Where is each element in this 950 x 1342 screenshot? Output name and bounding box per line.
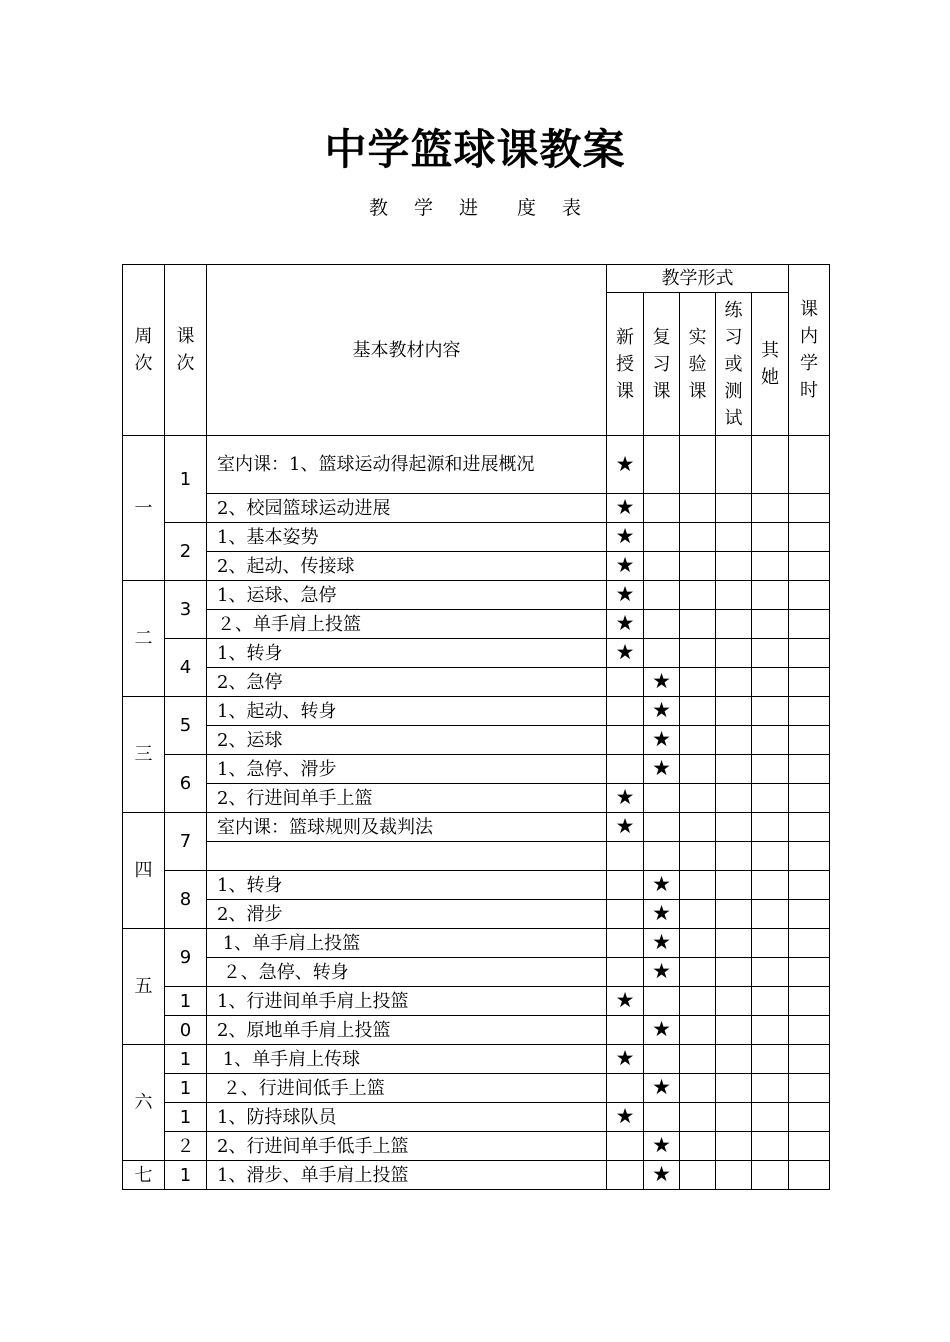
form-other-header: 其 她 bbox=[752, 293, 789, 436]
lesson-cell: 3 bbox=[165, 581, 207, 639]
week-cell: 二 bbox=[123, 581, 165, 697]
form-mark-cell bbox=[716, 900, 752, 929]
star-icon: ★ bbox=[652, 959, 671, 983]
hours-cell bbox=[789, 1016, 830, 1045]
week-cell: 七 bbox=[123, 1161, 165, 1190]
hours-cell bbox=[789, 755, 830, 784]
star-icon: ★ bbox=[652, 1075, 671, 1099]
teaching-form-header: 教学形式 bbox=[607, 265, 789, 293]
form-mark-cell bbox=[752, 842, 789, 871]
content-cell: 2、起动、传接球 bbox=[207, 552, 607, 581]
table-row bbox=[123, 987, 830, 1016]
lesson-cell: 4 bbox=[165, 639, 207, 697]
lesson-cell: 1 bbox=[165, 987, 207, 1016]
form-mark-cell bbox=[680, 436, 716, 494]
content-cell: 室内课：1、篮球运动得起源和进展概况 bbox=[207, 436, 607, 494]
form-mark-cell bbox=[607, 436, 644, 494]
form-mark-cell bbox=[680, 494, 716, 523]
content-cell: 1、单手肩上传球 bbox=[207, 1045, 607, 1074]
hours-cell bbox=[789, 668, 830, 697]
star-icon: ★ bbox=[615, 524, 635, 548]
form-mark-cell bbox=[607, 523, 644, 552]
form-mark-cell bbox=[607, 784, 644, 813]
table-row bbox=[123, 871, 830, 900]
table-row bbox=[123, 494, 830, 523]
form-mark-cell bbox=[716, 1161, 752, 1190]
table-row bbox=[123, 1132, 830, 1161]
content-cell: 1、转身 bbox=[207, 871, 607, 900]
hours-cell bbox=[789, 958, 830, 987]
lesson-cell: 6 bbox=[165, 755, 207, 813]
form-mark-cell bbox=[680, 1045, 716, 1074]
form-mark-cell bbox=[680, 1132, 716, 1161]
week-cell: 三 bbox=[123, 697, 165, 813]
form-mark-cell bbox=[680, 871, 716, 900]
hours-cell bbox=[789, 929, 830, 958]
form-mark-cell bbox=[607, 755, 644, 784]
form-mark-cell bbox=[716, 726, 752, 755]
form-mark-cell bbox=[644, 987, 680, 1016]
form-mark-cell bbox=[752, 871, 789, 900]
form-mark-cell bbox=[607, 552, 644, 581]
teaching-progress-table bbox=[122, 264, 830, 1190]
form-mark-cell bbox=[680, 581, 716, 610]
lesson-cell: 1 bbox=[165, 436, 207, 523]
form-mark-cell bbox=[752, 1161, 789, 1190]
lesson-cell: 5 bbox=[165, 697, 207, 755]
content-cell: 2、行进间单手低手上篮 bbox=[207, 1132, 607, 1161]
form-mark-cell bbox=[752, 1132, 789, 1161]
form-new-lesson-header: 新 授 课 bbox=[607, 293, 644, 436]
form-mark-cell bbox=[607, 987, 644, 1016]
hours-cell bbox=[789, 1103, 830, 1132]
table-row bbox=[123, 1103, 830, 1132]
form-review-lesson-header: 复 习 课 bbox=[644, 293, 680, 436]
form-mark-cell bbox=[716, 494, 752, 523]
subtitle-char: 度 bbox=[517, 197, 537, 219]
form-mark-cell bbox=[716, 813, 752, 842]
form-mark-cell bbox=[680, 726, 716, 755]
star-icon: ★ bbox=[615, 1046, 635, 1070]
star-icon: ★ bbox=[615, 495, 635, 519]
week-cell: 五 bbox=[123, 929, 165, 1045]
table-row bbox=[123, 1074, 830, 1103]
lesson-cell: 9 bbox=[165, 929, 207, 987]
table-row bbox=[123, 958, 830, 987]
star-icon: ★ bbox=[652, 727, 671, 751]
lesson-cell: 2 bbox=[165, 523, 207, 581]
hours-cell bbox=[789, 900, 830, 929]
hours-cell bbox=[789, 871, 830, 900]
week-cell: 一 bbox=[123, 436, 165, 581]
form-mark-cell bbox=[752, 581, 789, 610]
content-cell: 2、原地单手肩上投篮 bbox=[207, 1016, 607, 1045]
table-row bbox=[123, 610, 830, 639]
form-mark-cell bbox=[752, 958, 789, 987]
table-row bbox=[123, 552, 830, 581]
form-mark-cell bbox=[680, 784, 716, 813]
form-mark-cell bbox=[680, 755, 716, 784]
form-mark-cell bbox=[607, 581, 644, 610]
form-mark-cell bbox=[644, 1103, 680, 1132]
form-mark-cell bbox=[680, 552, 716, 581]
form-mark-cell bbox=[680, 1161, 716, 1190]
table-row bbox=[123, 726, 830, 755]
table-row bbox=[123, 1045, 830, 1074]
form-mark-cell bbox=[644, 581, 680, 610]
star-icon: ★ bbox=[652, 669, 671, 693]
form-mark-cell bbox=[752, 668, 789, 697]
form-mark-cell bbox=[607, 958, 644, 987]
star-icon: ★ bbox=[615, 611, 635, 635]
form-practice-test-header: 练 习 或 测 试 bbox=[716, 293, 752, 436]
hours-cell bbox=[789, 610, 830, 639]
content-cell: 1、转身 bbox=[207, 639, 607, 668]
form-mark-cell bbox=[716, 987, 752, 1016]
week-header: 周 次 bbox=[123, 265, 165, 436]
form-mark-cell bbox=[607, 1045, 644, 1074]
form-mark-cell bbox=[680, 987, 716, 1016]
form-mark-cell bbox=[607, 610, 644, 639]
content-cell: 2、校园篮球运动进展 bbox=[207, 494, 607, 523]
form-mark-cell bbox=[607, 494, 644, 523]
content-cell: 2、运球 bbox=[207, 726, 607, 755]
table-row bbox=[123, 1016, 830, 1045]
form-mark-cell bbox=[644, 494, 680, 523]
form-mark-cell bbox=[752, 784, 789, 813]
table-row bbox=[123, 784, 830, 813]
form-mark-cell bbox=[607, 1074, 644, 1103]
form-mark-cell bbox=[607, 668, 644, 697]
week-cell: 四 bbox=[123, 813, 165, 929]
hours-cell bbox=[789, 1132, 830, 1161]
hours-cell bbox=[789, 639, 830, 668]
star-icon: ★ bbox=[615, 451, 635, 476]
star-icon: ★ bbox=[652, 872, 671, 896]
form-mark-cell bbox=[644, 523, 680, 552]
form-mark-cell bbox=[716, 1045, 752, 1074]
form-mark-cell bbox=[607, 929, 644, 958]
form-mark-cell bbox=[607, 697, 644, 726]
form-mark-cell bbox=[644, 900, 680, 929]
star-icon: ★ bbox=[615, 553, 635, 577]
form-mark-cell bbox=[752, 697, 789, 726]
hours-cell bbox=[789, 813, 830, 842]
form-mark-cell bbox=[680, 697, 716, 726]
hours-cell bbox=[789, 523, 830, 552]
form-mark-cell bbox=[644, 668, 680, 697]
content-cell: 1、急停、滑步 bbox=[207, 755, 607, 784]
form-mark-cell bbox=[607, 1132, 644, 1161]
star-icon: ★ bbox=[652, 698, 671, 722]
form-mark-cell bbox=[644, 1074, 680, 1103]
form-experiment-lesson-header: 实 验 课 bbox=[680, 293, 716, 436]
form-mark-cell bbox=[644, 1132, 680, 1161]
lesson-cell: 1 bbox=[165, 1161, 207, 1190]
form-mark-cell bbox=[644, 929, 680, 958]
form-mark-cell bbox=[752, 494, 789, 523]
form-mark-cell bbox=[752, 552, 789, 581]
form-mark-cell bbox=[716, 1074, 752, 1103]
form-mark-cell bbox=[716, 1103, 752, 1132]
form-mark-cell bbox=[752, 1074, 789, 1103]
form-mark-cell bbox=[644, 697, 680, 726]
content-cell bbox=[207, 842, 607, 871]
form-mark-cell bbox=[607, 813, 644, 842]
form-mark-cell bbox=[644, 813, 680, 842]
star-icon: ★ bbox=[652, 1162, 671, 1186]
content-cell: 1、起动、转身 bbox=[207, 697, 607, 726]
star-icon: ★ bbox=[615, 785, 635, 809]
hours-cell bbox=[789, 1074, 830, 1103]
form-mark-cell bbox=[716, 436, 752, 494]
form-mark-cell bbox=[680, 639, 716, 668]
form-mark-cell bbox=[752, 436, 789, 494]
content-cell: 1、滑步、单手肩上投篮 bbox=[207, 1161, 607, 1190]
hours-cell bbox=[789, 1045, 830, 1074]
lesson-cell: 8 bbox=[165, 871, 207, 929]
form-mark-cell bbox=[716, 697, 752, 726]
form-mark-cell bbox=[644, 784, 680, 813]
form-mark-cell bbox=[680, 1016, 716, 1045]
lesson-cell: 1 bbox=[165, 1103, 207, 1132]
star-icon: ★ bbox=[615, 1104, 635, 1128]
hours-cell bbox=[789, 784, 830, 813]
form-mark-cell bbox=[716, 552, 752, 581]
subtitle bbox=[0, 196, 950, 220]
table-body bbox=[123, 436, 830, 1190]
lesson-cell: 1 bbox=[165, 1045, 207, 1074]
form-mark-cell bbox=[680, 958, 716, 987]
form-mark-cell bbox=[752, 523, 789, 552]
content-header: 基本教材内容 bbox=[207, 265, 607, 436]
page-title: 中学篮球课教案 bbox=[324, 125, 626, 174]
subtitle-char: 学 bbox=[413, 197, 433, 219]
table-row bbox=[123, 668, 830, 697]
form-mark-cell bbox=[607, 1161, 644, 1190]
form-mark-cell bbox=[644, 1016, 680, 1045]
form-mark-cell bbox=[680, 523, 716, 552]
form-mark-cell bbox=[680, 610, 716, 639]
hours-cell bbox=[789, 552, 830, 581]
form-mark-cell bbox=[607, 1016, 644, 1045]
hours-cell bbox=[789, 581, 830, 610]
star-icon: ★ bbox=[615, 988, 635, 1012]
table-row bbox=[123, 581, 830, 610]
form-mark-cell bbox=[716, 581, 752, 610]
subtitle-char: 表 bbox=[562, 197, 582, 219]
lesson-header: 课 次 bbox=[165, 265, 207, 436]
form-mark-cell bbox=[644, 842, 680, 871]
table-row bbox=[123, 1161, 830, 1190]
hours-cell bbox=[789, 987, 830, 1016]
hours-cell bbox=[789, 726, 830, 755]
form-mark-cell bbox=[607, 726, 644, 755]
hours-header: 课 内 学 时 bbox=[789, 265, 830, 436]
content-cell: 1、行进间单手肩上投篮 bbox=[207, 987, 607, 1016]
content-cell: 2、急停 bbox=[207, 668, 607, 697]
content-cell: 1、防持球队员 bbox=[207, 1103, 607, 1132]
table-row bbox=[123, 813, 830, 842]
table-row bbox=[123, 436, 830, 494]
form-mark-cell bbox=[752, 929, 789, 958]
form-mark-cell bbox=[680, 929, 716, 958]
hours-cell bbox=[789, 697, 830, 726]
lesson-cell: 1 bbox=[165, 1074, 207, 1103]
form-mark-cell bbox=[752, 1045, 789, 1074]
table-row bbox=[123, 842, 830, 871]
form-mark-cell bbox=[680, 668, 716, 697]
form-mark-cell bbox=[716, 784, 752, 813]
form-mark-cell bbox=[752, 1016, 789, 1045]
form-mark-cell bbox=[716, 755, 752, 784]
form-mark-cell bbox=[752, 1103, 789, 1132]
form-mark-cell bbox=[644, 755, 680, 784]
form-mark-cell bbox=[716, 639, 752, 668]
form-mark-cell bbox=[607, 842, 644, 871]
form-mark-cell bbox=[716, 668, 752, 697]
content-cell: 1、单手肩上投篮 bbox=[207, 929, 607, 958]
form-mark-cell bbox=[752, 755, 789, 784]
week-cell: 六 bbox=[123, 1045, 165, 1161]
form-mark-cell bbox=[716, 1016, 752, 1045]
star-icon: ★ bbox=[652, 756, 671, 780]
star-icon: ★ bbox=[652, 901, 671, 925]
lesson-cell: ２ bbox=[165, 1132, 207, 1161]
form-mark-cell bbox=[716, 958, 752, 987]
form-mark-cell bbox=[716, 610, 752, 639]
subtitle-char: 进 bbox=[458, 197, 478, 219]
form-mark-cell bbox=[607, 900, 644, 929]
form-mark-cell bbox=[644, 1045, 680, 1074]
hours-cell bbox=[789, 436, 830, 494]
form-mark-cell bbox=[716, 523, 752, 552]
table-row bbox=[123, 929, 830, 958]
table-row bbox=[123, 523, 830, 552]
content-cell: ２、急停、转身 bbox=[207, 958, 607, 987]
table-row bbox=[123, 697, 830, 726]
form-mark-cell bbox=[752, 813, 789, 842]
form-mark-cell bbox=[644, 436, 680, 494]
form-mark-cell bbox=[607, 1103, 644, 1132]
content-cell: 1、运球、急停 bbox=[207, 581, 607, 610]
form-mark-cell bbox=[752, 726, 789, 755]
form-mark-cell bbox=[644, 871, 680, 900]
star-icon: ★ bbox=[615, 640, 635, 664]
content-cell: 1、基本姿势 bbox=[207, 523, 607, 552]
form-mark-cell bbox=[680, 1074, 716, 1103]
hours-cell bbox=[789, 842, 830, 871]
form-mark-cell bbox=[644, 958, 680, 987]
form-mark-cell bbox=[752, 987, 789, 1016]
table-row bbox=[123, 639, 830, 668]
table-row bbox=[123, 900, 830, 929]
form-mark-cell bbox=[716, 871, 752, 900]
content-cell: 2、滑步 bbox=[207, 900, 607, 929]
star-icon: ★ bbox=[615, 814, 635, 838]
form-mark-cell bbox=[607, 639, 644, 668]
star-icon: ★ bbox=[652, 1133, 671, 1157]
form-mark-cell bbox=[680, 842, 716, 871]
form-mark-cell bbox=[680, 813, 716, 842]
star-icon: ★ bbox=[652, 1017, 671, 1041]
form-mark-cell bbox=[680, 1103, 716, 1132]
form-mark-cell bbox=[607, 871, 644, 900]
hours-cell bbox=[789, 494, 830, 523]
content-cell: 2、行进间单手上篮 bbox=[207, 784, 607, 813]
content-cell: 室内课：篮球规则及裁判法 bbox=[207, 813, 607, 842]
form-mark-cell bbox=[716, 842, 752, 871]
form-mark-cell bbox=[644, 552, 680, 581]
form-mark-cell bbox=[752, 900, 789, 929]
form-mark-cell bbox=[644, 639, 680, 668]
form-mark-cell bbox=[644, 1161, 680, 1190]
lesson-cell: 0 bbox=[165, 1016, 207, 1045]
form-mark-cell bbox=[716, 929, 752, 958]
star-icon: ★ bbox=[615, 582, 635, 606]
subtitle-char: 教 bbox=[368, 197, 388, 219]
form-mark-cell bbox=[680, 900, 716, 929]
content-cell: ２、单手肩上投篮 bbox=[207, 610, 607, 639]
form-mark-cell bbox=[752, 639, 789, 668]
hours-cell bbox=[789, 1161, 830, 1190]
content-cell: ２、行进间低手上篮 bbox=[207, 1074, 607, 1103]
form-mark-cell bbox=[716, 1132, 752, 1161]
form-mark-cell bbox=[644, 726, 680, 755]
star-icon: ★ bbox=[652, 930, 671, 954]
form-mark-cell bbox=[752, 610, 789, 639]
lesson-cell: 7 bbox=[165, 813, 207, 871]
form-mark-cell bbox=[644, 610, 680, 639]
table-row bbox=[123, 755, 830, 784]
